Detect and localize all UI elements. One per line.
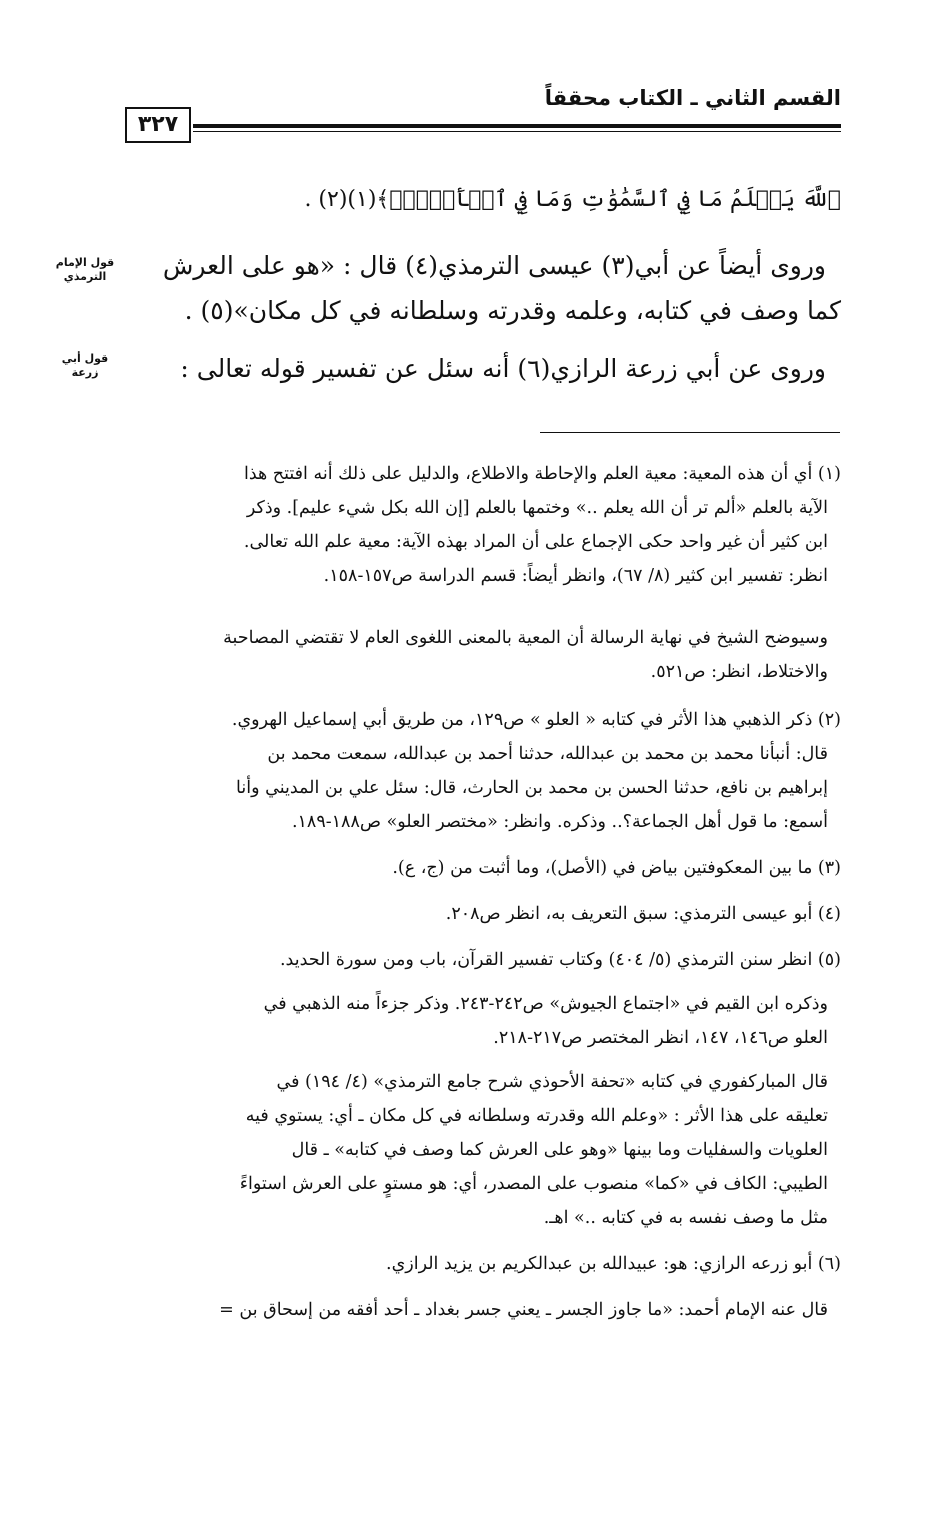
header-rule-thin: [193, 131, 841, 132]
footnote-line: ابن كثير أن غير واحد حكى الإجماع على أن المراد بهذه الآية: معية علم الله تعالى.: [243, 532, 828, 552]
footnote-line: إبراهيم بن نافع، حدثنا الحسن بن محمد بن الحارث، قال: سئل علي بن المديني وأنا: [236, 778, 828, 798]
footnote-line: الآية بالعلم «ألم تر أن الله يعلم ..» وختمها بالعلم [إن الله بكل شيء عليم]. وذكر: [246, 498, 828, 518]
footnote-line: (٢) ذكر الذهبي هذا الأثر في كتابه « العلو » ص١٢٩، من طريق أبي إسماعيل الهروي.: [231, 710, 841, 730]
footnote-line: العلو ص١٤٦، ١٤٧، انظر المختصر ص٢١٧-٢١٨.: [493, 1028, 828, 1048]
footnote-line: (٣) ما بين المعكوفتين بياض في (الأصل)، وما أثبت من (ج، ع).: [392, 858, 841, 878]
footnote-line: (١) أي أن هذه المعية: معية العلم والإحاطة والاطلاع، والدليل على ذلك أنه افتتح هذا: [243, 464, 841, 484]
footnote-line: أسمع: ما قول أهل الجماعة؟.. وذكره. وانظر: «مختصر العلو» ص١٨٨-١٨٩.: [291, 812, 828, 832]
footnote-line: الطيبي: الكاف في «كما» منصوب على المصدر، أي: هو مستوٍ على العرش استواءً: [239, 1174, 828, 1194]
footnote-line: والاختلاط، انظر: ص٥٢١.: [650, 662, 828, 682]
footnote-line: قال: أنبأنا محمد بن محمد بن عبدالله، حدثنا أحمد بن عبدالله، سمعت محمد بن: [267, 744, 828, 764]
footnote-line: قال المباركفوري في كتابه «تحفة الأحوذي شرح جامع الترمذي» (٤/ ١٩٤) في: [276, 1072, 828, 1092]
footnote-line: وسيوضح الشيخ في نهاية الرسالة أن المعية بالمعنى اللغوى العام لا تقتضي المصاحبة: [223, 628, 828, 648]
main-para2-line1: وروى عن أبي زرعة الرازي(٦) أنه سئل عن تفسير قوله تعالى :: [180, 354, 826, 383]
margin-note-abu-zurah: قول أبي زرعة: [61, 352, 109, 379]
footnote-line: تعليقه على هذا الأثر : «وعلم الله وقدرته وسلطانه في كل مكان ـ أي: يستوي فيه: [245, 1106, 828, 1126]
footnote-line: العلويات والسفليات وما بينها «وهو على العرش كما وصف في كتابه» ـ قال: [291, 1140, 828, 1160]
footnote-line: (٦) أبو زرعه الرازي: هو: عبيدالله بن عبدالكريم بن يزيد الرازي.: [386, 1254, 841, 1274]
footnote-separator: [540, 432, 840, 433]
footnote-line: انظر: تفسير ابن كثير (٨/ ٦٧)، وانظر أيضاً: قسم الدراسة ص١٥٧-١٥٨.: [323, 566, 828, 586]
footnote-line: (٤) أبو عيسى الترمذي: سبق التعريف به، انظر ص٢٠٨.: [445, 904, 841, 924]
footnote-line: وذكره ابن القيم في «اجتماع الجيوش» ص٢٤٢-٢٤٣. وذكر جزءاً منه الذهبي في: [263, 994, 828, 1014]
footnote-line: قال عنه الإمام أحمد: «ما جاوز الجسر ـ يعني جسر بغداد ـ أحد أفقه من إسحاق بن =: [219, 1300, 828, 1320]
margin-note-tirmidhi: قول الإمام الترمذي: [55, 256, 115, 283]
main-para1-line1: وروى أيضاً عن أبي(٣) عيسى الترمذي(٤) قال : «هو على العرش: [162, 251, 826, 280]
footnote-line: (٥) انظر سنن الترمذي (٥/ ٤٠٤) وكتاب تفسير القرآن، باب ومن سورة الحديد.: [279, 950, 841, 970]
main-para1-line2: كما وصف في كتابه، وعلمه وقدرته وسلطانه في كل مكان»(٥) .: [184, 296, 841, 325]
page-number: ٣٢٧: [125, 107, 191, 143]
quran-verse-line: ﭐللَّهَ يَعۡلَمُ مَا فِي ٱلسَّمَٰوَٰتِ وَمَا فِي ٱلۡأَرۡضِۖ﴾(١)(٢) .: [304, 187, 841, 212]
footnote-line: مثل ما وصف نفسه به في كتابه ..» اهـ.: [543, 1208, 828, 1228]
header-rule: [193, 124, 841, 128]
running-title: القسم الثاني ـ الكتاب محققاً: [544, 86, 841, 110]
